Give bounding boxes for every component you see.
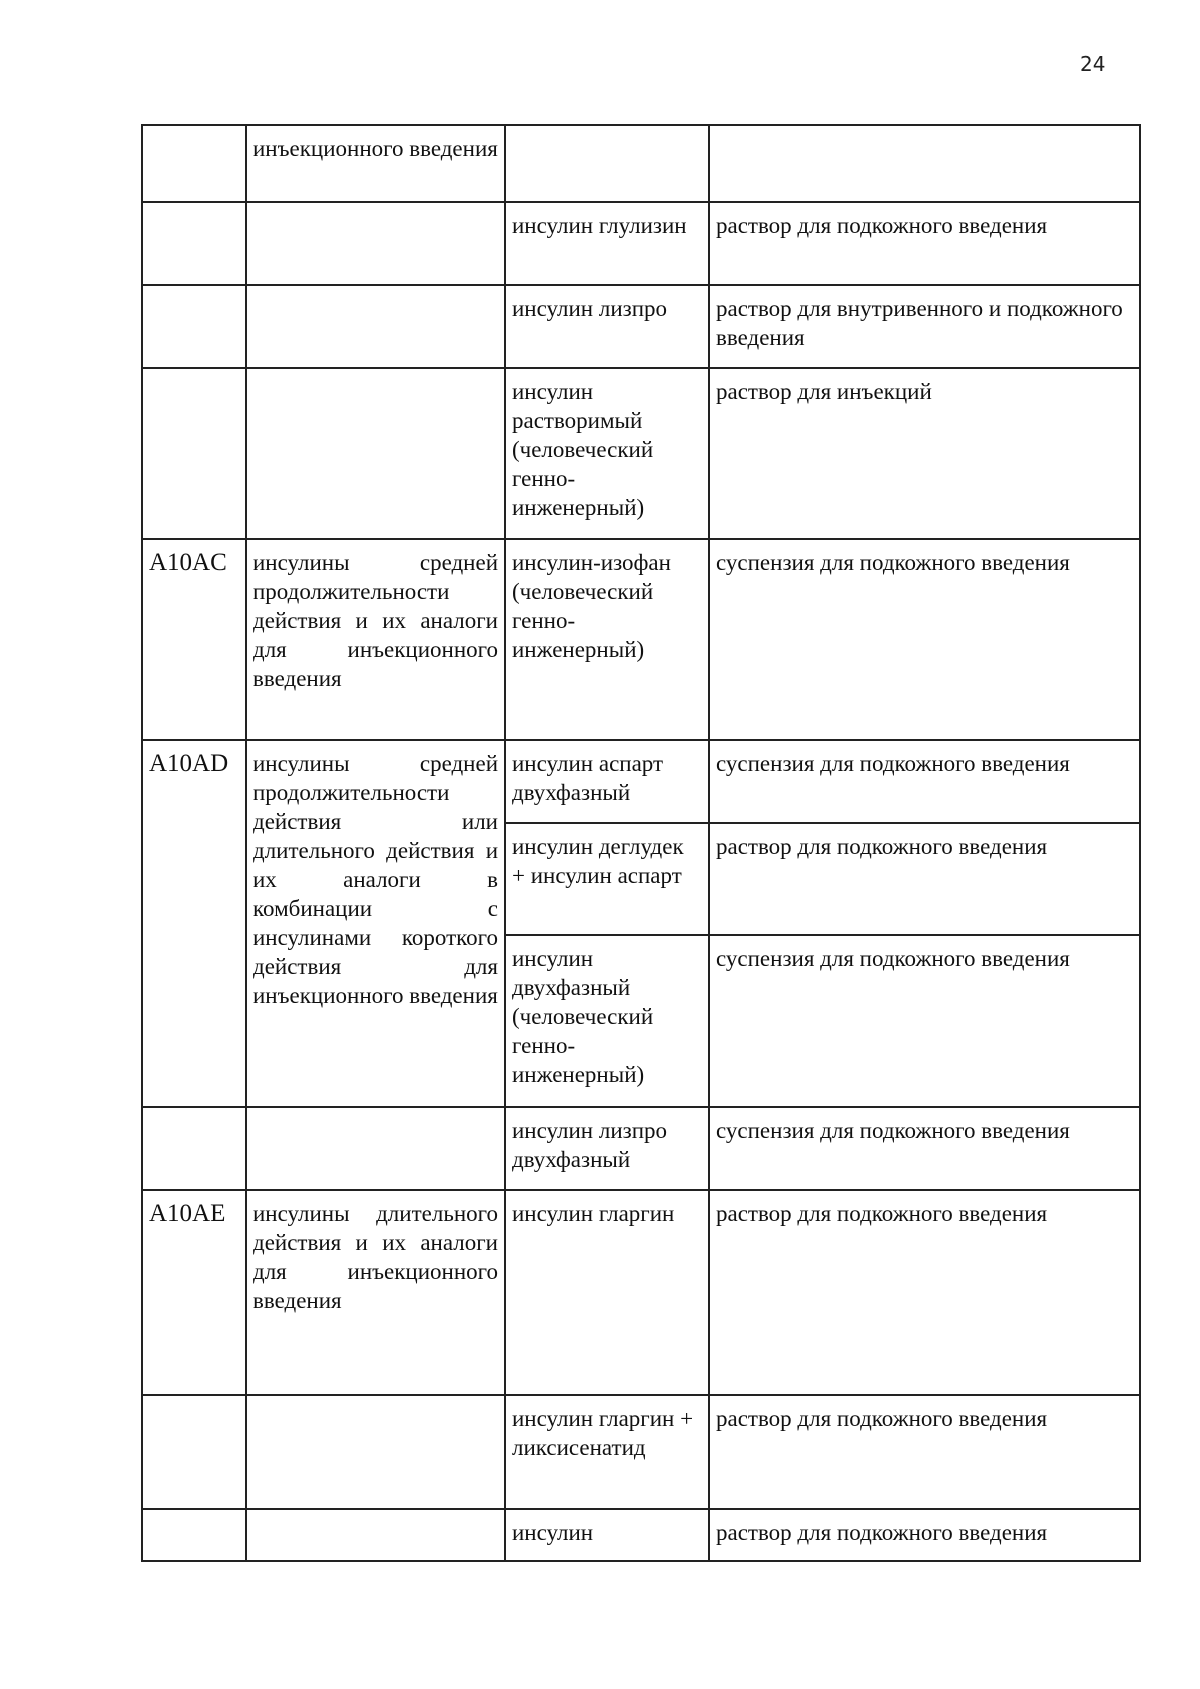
drug-cell: инсулин двухфазный (человеческий генно-инженерный) [506,936,710,1106]
page-number: 24 [1080,52,1106,76]
atc-code-cell [143,369,247,538]
table-row [143,741,1141,1108]
form-cell [710,126,1141,201]
group-cell [247,1510,506,1560]
group-cell [247,286,506,367]
drug-cell: инсулин аспарт двухфазный [506,741,710,822]
table-row [143,126,1141,203]
form-cell: суспензия для подкожного введения [710,1108,1141,1189]
medication-table [141,124,1141,1562]
group-cell: инсулины средней продолжительности действия и их аналоги для инъекционного введения [247,540,506,739]
form-cell: раствор для внутривенного и подкожного введения [710,286,1141,367]
table-subrow [506,741,1141,824]
form-cell: раствор для инъекций [710,369,1141,538]
atc-code-cell: A10AC [143,540,247,739]
group-cell: инсулины длительного действия и их аналоги для инъекционного введения [247,1191,506,1394]
drug-cell: инсулин деглудек + инсулин аспарт [506,824,710,934]
drug-cell: инсулин глулизин [506,203,710,284]
drug-cell: инсулин гларгин + ликсисенатид [506,1396,710,1508]
drug-cell: инсулин [506,1510,710,1560]
drug-cell: инсулин лизпро двухфазный [506,1108,710,1189]
group-cell [247,1396,506,1508]
table-subrow [506,824,1141,936]
table-row [143,1108,1141,1191]
form-cell: раствор для подкожного введения [710,1396,1141,1508]
table-row [143,1191,1141,1396]
table-subrow [506,936,1141,1106]
group-cell [247,369,506,538]
form-cell: раствор для подкожного введения [710,203,1141,284]
form-cell: суспензия для подкожного введения [710,540,1141,739]
atc-code-cell [143,203,247,284]
form-cell: суспензия для подкожного введения [710,741,1141,822]
group-cell: инъекционного введения [247,126,506,201]
group-cell [247,1108,506,1189]
drug-cell: инсулин лизпро [506,286,710,367]
drug-cell [506,126,710,201]
drug-cell: инсулин-изофан (человеческий генно-инженерный) [506,540,710,739]
atc-code-cell [143,1108,247,1189]
table-row [143,1396,1141,1510]
atc-code-cell [143,1396,247,1508]
table-row [143,540,1141,741]
form-cell: суспензия для подкожного введения [710,936,1141,1106]
table-row [143,203,1141,286]
table-row [143,286,1141,369]
atc-code-cell: A10AE [143,1191,247,1394]
atc-code-cell: A10AD [143,741,247,1106]
drug-cell: инсулин гларгин [506,1191,710,1394]
drug-cell: инсулин растворимый (человеческий генно-инженерный) [506,369,710,538]
form-cell: раствор для подкожного введения [710,1510,1141,1560]
drug-subgroup [506,741,1141,1106]
form-cell: раствор для подкожного введения [710,1191,1141,1394]
group-cell: инсулины средней продолжительности действия или длительного действия и их аналоги в комбинации с инсулинами короткого действия для инъекционного введения [247,741,506,1106]
table-row [143,1510,1141,1562]
atc-code-cell [143,126,247,201]
atc-code-cell [143,1510,247,1560]
table-row [143,369,1141,540]
atc-code-cell [143,286,247,367]
group-cell [247,203,506,284]
form-cell: раствор для подкожного введения [710,824,1141,934]
